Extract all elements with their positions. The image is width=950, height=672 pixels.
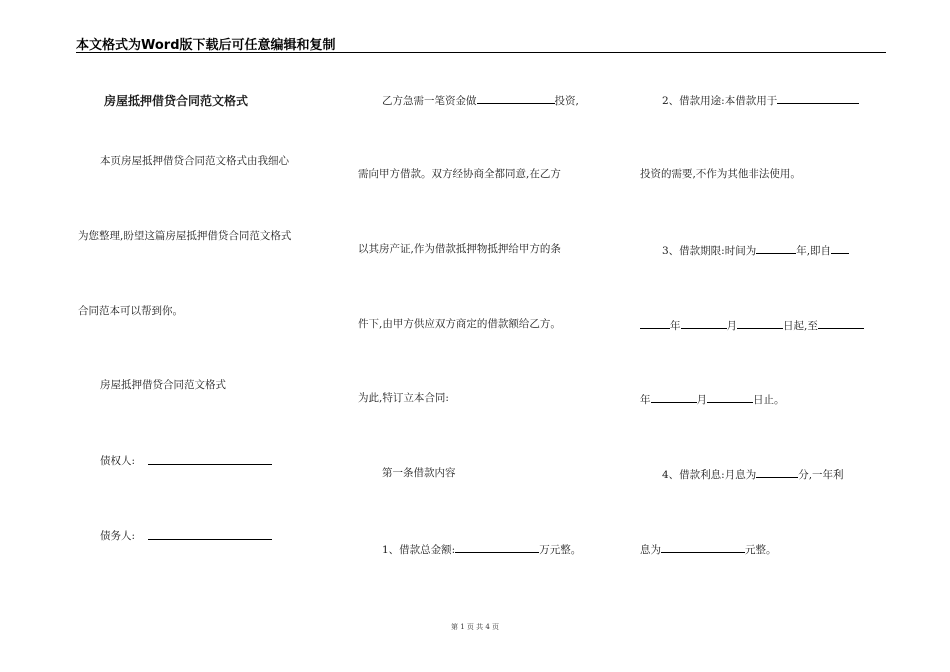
paragraph-line-2: 需向甲方借款。双方经协商全都同意,在乙方 [358, 168, 561, 180]
loan-amount-label: 1、借款总金额: [382, 544, 456, 556]
intro-line-2: 为您整理,盼望这篇房屋抵押借贷合同范文格式 [78, 230, 292, 242]
day-until-label: 日止。 [753, 394, 785, 406]
paragraph-line-4: 件下,由甲方供应双方商定的借款额给乙方。 [358, 318, 561, 330]
fill-blank [756, 242, 796, 254]
loan-term-label: 3、借款期限:时间为 [662, 245, 757, 257]
paragraph-line-1-end: 投资, [554, 95, 579, 107]
loan-term-end-line [640, 391, 785, 407]
debtor-label: 债务人: [100, 530, 136, 542]
interest-unit: 分,一年利 [798, 469, 844, 481]
loan-purpose-cont: 投资的需要,不作为其他非法使用。 [640, 168, 801, 180]
intro-line-1: 本页房屋抵押借贷合同范文格式由我细心 [100, 155, 289, 167]
year-label: 年 [670, 320, 681, 332]
loan-purpose-line [662, 92, 859, 108]
loan-amount-line [382, 541, 581, 557]
interest-label: 4、借款利息:月息为 [662, 469, 757, 481]
fill-blank [661, 541, 745, 553]
paragraph-line-3: 以其房产证,作为借款抵押物抵押给甲方的条 [358, 243, 561, 255]
subtitle: 房屋抵押借贷合同范文格式 [100, 379, 226, 391]
interest-total-unit: 元整。 [745, 544, 777, 556]
loan-purpose-label: 2、借款用途:本借款用于 [662, 95, 778, 107]
paragraph-line-1-start: 乙方急需一笔资金做 [382, 95, 477, 107]
loan-term-line [662, 242, 849, 258]
creditor-label: 债权人: [100, 455, 136, 467]
loan-amount-unit: 万元整。 [539, 544, 582, 556]
year-label: 年 [640, 394, 651, 406]
month-label: 月 [696, 394, 707, 406]
fill-blank [651, 391, 697, 403]
document-title: 房屋抵押借贷合同范文格式 [104, 94, 249, 108]
fill-blank [640, 317, 670, 329]
fill-blank [455, 541, 539, 553]
fill-blank [707, 391, 753, 403]
paragraph-line-5: 为此,特订立本合同: [358, 392, 449, 404]
fill-blank [777, 92, 859, 104]
day-from-label: 日起,至 [783, 320, 818, 332]
debtor-signature-line [148, 539, 272, 540]
interest-total-line [640, 541, 777, 557]
fill-blank [681, 317, 727, 329]
page-header [76, 30, 886, 53]
month-label: 月 [726, 320, 737, 332]
fill-blank [756, 466, 798, 478]
interest-line [662, 466, 844, 482]
creditor-signature-line [148, 464, 272, 465]
page-footer: 第 1 页 共 4 页 [450, 623, 500, 631]
fill-blank [818, 317, 864, 329]
section-heading-1: 第一条借款内容 [382, 467, 456, 479]
fill-blank [737, 317, 783, 329]
fill-blank [477, 92, 555, 104]
interest-total-label: 息为 [640, 544, 661, 556]
intro-line-3: 合同范本可以帮到你。 [78, 305, 183, 317]
fill-blank [831, 242, 849, 254]
loan-term-start-line [640, 317, 864, 333]
loan-term-year: 年,即自 [796, 245, 832, 257]
paragraph-line-1 [382, 92, 579, 108]
header-text: 本文格式为Word版下载后可任意编辑和复制 [76, 38, 336, 53]
